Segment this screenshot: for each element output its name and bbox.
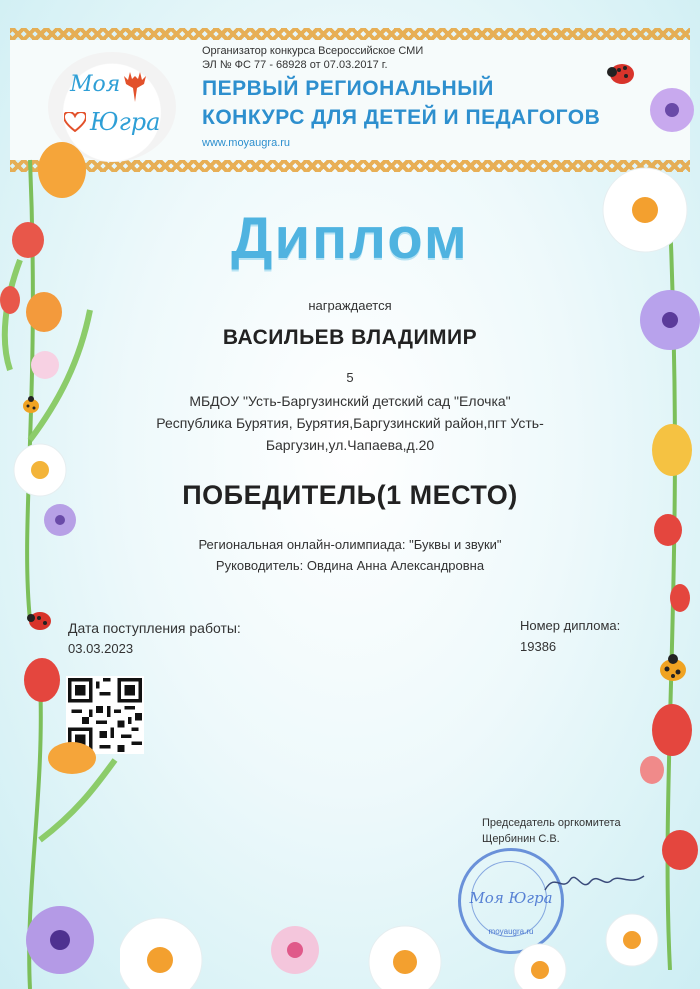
- awarded-text: награждается: [308, 298, 392, 313]
- chairman-name: Щербинин С.В.: [482, 833, 560, 845]
- olympiad-name: Региональная онлайн-олимпиада: "Буквы и звуки": [198, 537, 502, 552]
- logo-word-moya: Моя: [70, 72, 121, 97]
- result-title: ПОБЕДИТЕЛЬ(1 МЕСТО): [182, 480, 518, 510]
- deer-icon: [118, 66, 152, 104]
- ladybug-icon-lower-left: [24, 606, 54, 634]
- school-line-1: МБДОУ "Усть-Баргузинский детский сад "Елочка": [189, 393, 511, 409]
- logo-word-yugra: Югра: [90, 108, 161, 136]
- supervisor-name: Руководитель: Овдина Анна Александровна: [215, 558, 485, 573]
- school-line-3: Баргузин,ул.Чапаева,д.20: [265, 437, 435, 453]
- top-ornament: [10, 28, 690, 40]
- left-flowers-decoration: [0, 140, 110, 620]
- diploma-title: Диплом: [231, 206, 469, 271]
- recipient-name: ВАСИЛЬЕВ ВЛАДИМИР: [222, 326, 478, 349]
- number-value: 19386: [520, 639, 557, 654]
- grade: 5: [346, 370, 354, 385]
- number-label: Номер диплома:: [520, 618, 621, 633]
- stamp-url: moyaugra.ru: [488, 927, 534, 936]
- ladybug-icon-right: [656, 652, 690, 684]
- contest-title-line-1: ПЕРВЫЙ РЕГИОНАЛЬНЫЙ: [202, 77, 494, 100]
- organizer-line-2: ЭЛ № ФС 77 - 68928 от 07.03.2017 г.: [202, 59, 388, 71]
- bottom-flowers-decoration: [120, 890, 590, 989]
- date-label: Дата поступления работы:: [68, 620, 241, 636]
- heart-icon: [64, 112, 86, 132]
- ladybug-icon-left: [20, 394, 42, 416]
- organizer-line-1: Организатор конкурса Всероссийское СМИ: [202, 45, 424, 57]
- website-link: www.moyaugra.ru: [202, 137, 291, 149]
- right-flowers-decoration: [590, 70, 700, 970]
- contest-title-line-2: КОНКУРС ДЛЯ ДЕТЕЙ И ПЕДАГОГОВ: [202, 106, 601, 129]
- lower-left-flowers-decoration: [0, 640, 130, 989]
- date-value: 03.03.2023: [68, 641, 134, 656]
- stamp-logo-text: Моя Югра: [469, 889, 553, 907]
- chairman-position: Председатель оргкомитета: [482, 817, 621, 829]
- school-line-2: Республика Бурятия, Бурятия,Баргузинский район,пгт Усть-: [156, 415, 544, 431]
